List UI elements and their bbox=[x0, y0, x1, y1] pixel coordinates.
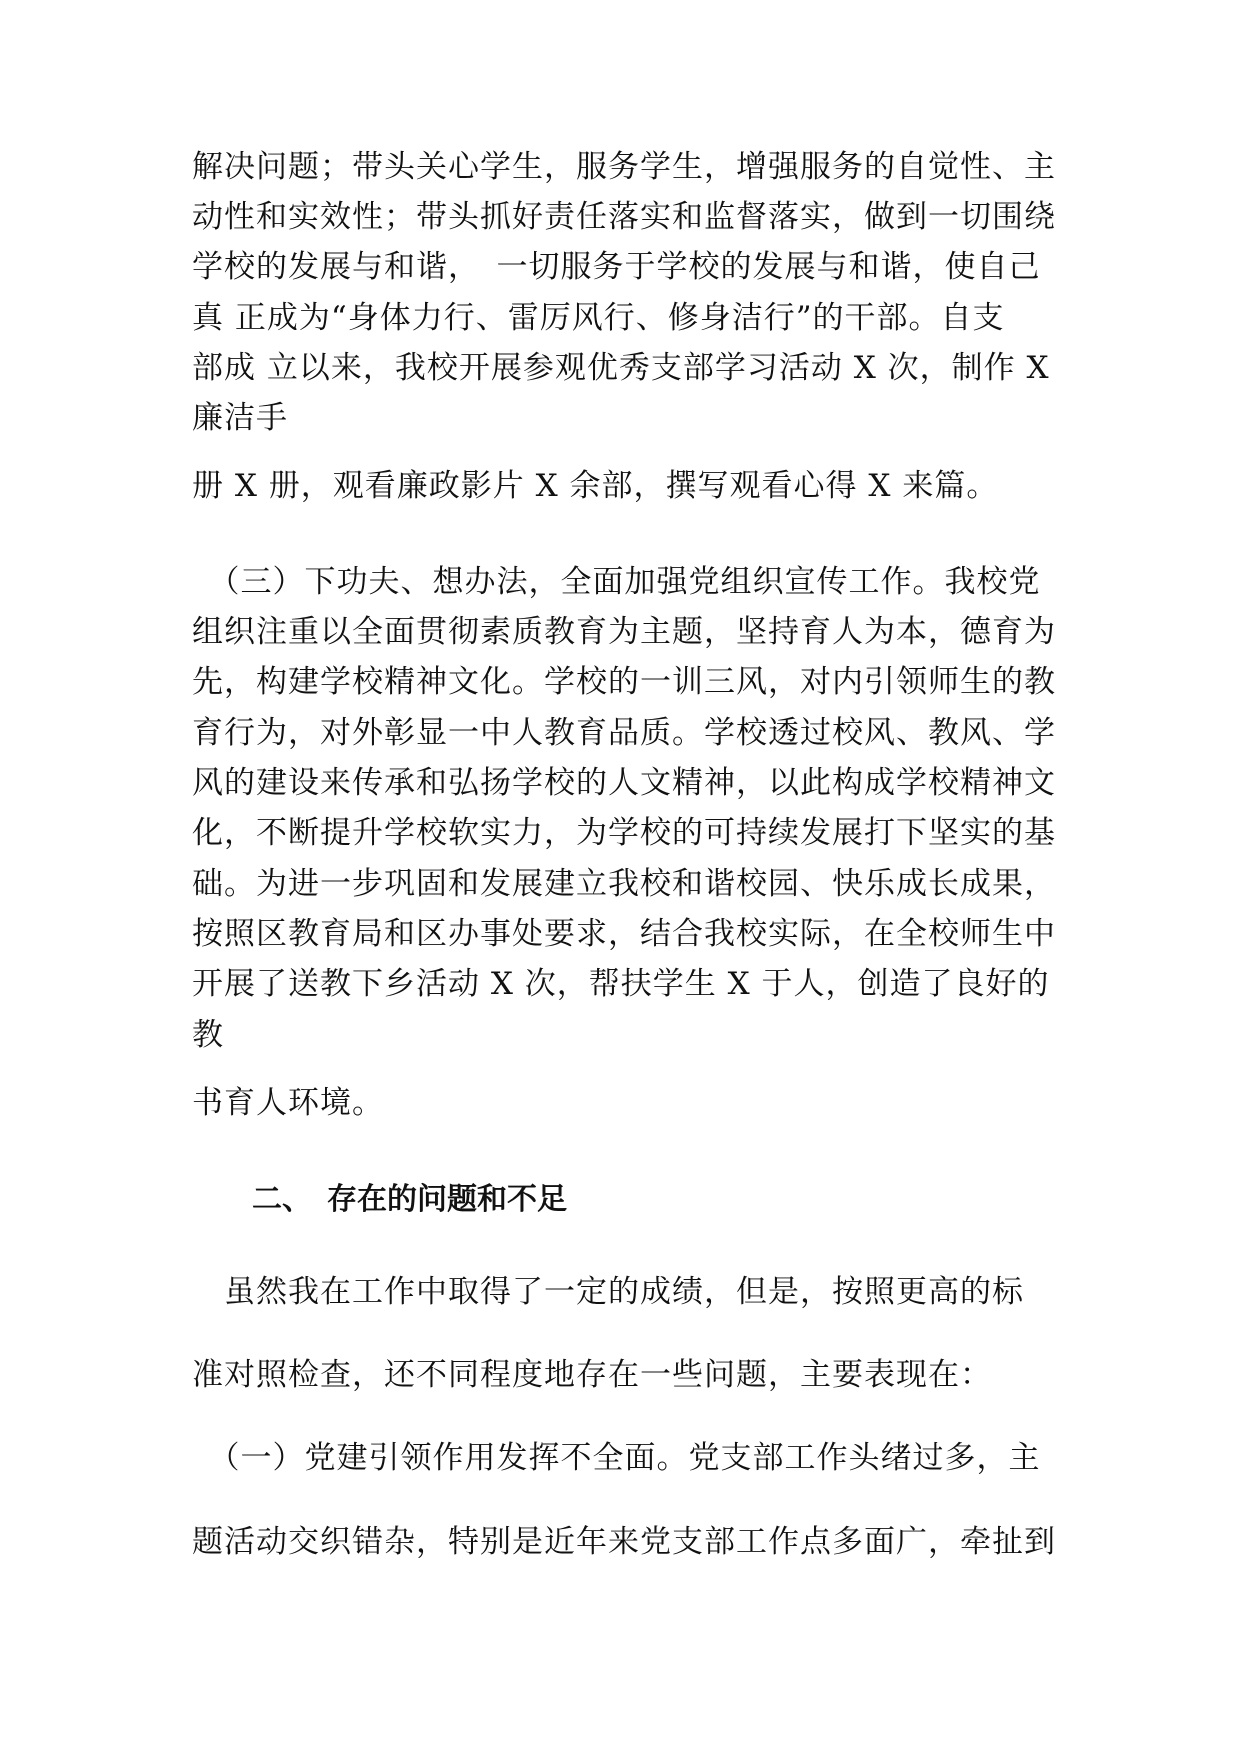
paragraph-line: 化，不断提升学校软实力，为学校的可持续发展打下坚实的基 bbox=[192, 815, 1056, 851]
paragraph-line: 部成 立以来，我校开展参观优秀支部学习活动 X 次，制作 X bbox=[192, 350, 1050, 386]
paragraph-line: 开展了送教下乡活动 X 次，帮扶学生 X 于人，创造了良好的 bbox=[192, 966, 1050, 1002]
paragraph-line: 真 正成为“身体力行、雷厉风行、修身洁行”的干部。自支 bbox=[192, 300, 1005, 336]
paragraph-line: 题活动交织错杂，特别是近年来党支部工作点多面广，牵扯到 bbox=[192, 1524, 1056, 1560]
paragraph-line: 组织注重以全面贯彻素质教育为主题，坚持育人为本，德育为 bbox=[192, 614, 1056, 650]
paragraph-line: 准对照检查，还不同程度地存在一些问题，主要表现在： bbox=[192, 1357, 992, 1393]
paragraph-line: 教 bbox=[192, 1017, 224, 1053]
paragraph-line: 风的建设来传承和弘扬学校的人文精神，以此构成学校精神文 bbox=[192, 765, 1056, 801]
paragraph-line: 解决问题；带头关心学生，服务学生，增强服务的自觉性、主 bbox=[192, 149, 1056, 185]
paragraph-line: 书育人环境。 bbox=[192, 1085, 384, 1121]
paragraph-line: （三）下功夫、想办法，全面加强党组织宣传工作。我校党 bbox=[192, 564, 1041, 600]
paragraph-line: 育行为，对外彰显一中人教育品质。学校透过校风、教风、学 bbox=[192, 715, 1056, 751]
paragraph-line: 动性和实效性；带头抓好责任落实和监督落实，做到一切围绕 bbox=[192, 199, 1056, 235]
paragraph-line: 册 X 册，观看廉政影片 X 余部，撰写观看心得 X 来篇。 bbox=[192, 468, 999, 504]
section-heading: 二、 存在的问题和不足 bbox=[252, 1182, 567, 1217]
paragraph-line: 础。为进一步巩固和发展建立我校和谐校园、快乐成长成果， bbox=[192, 866, 1056, 902]
paragraph-line: （一）党建引领作用发挥不全面。党支部工作头绪过多，主 bbox=[192, 1440, 1041, 1476]
paragraph-line: 先，构建学校精神文化。学校的一训三风，对内引领师生的教 bbox=[192, 664, 1056, 700]
paragraph-line: 学校的发展与和谐， 一切服务于学校的发展与和谐，使自己 bbox=[192, 249, 1041, 285]
paragraph-line: 按照区教育局和区办事处要求，结合我校实际，在全校师生中 bbox=[192, 916, 1056, 952]
paragraph-line: 廉洁手 bbox=[192, 400, 288, 436]
paragraph-line: 虽然我在工作中取得了一定的成绩，但是，按照更高的标 bbox=[192, 1274, 1024, 1310]
